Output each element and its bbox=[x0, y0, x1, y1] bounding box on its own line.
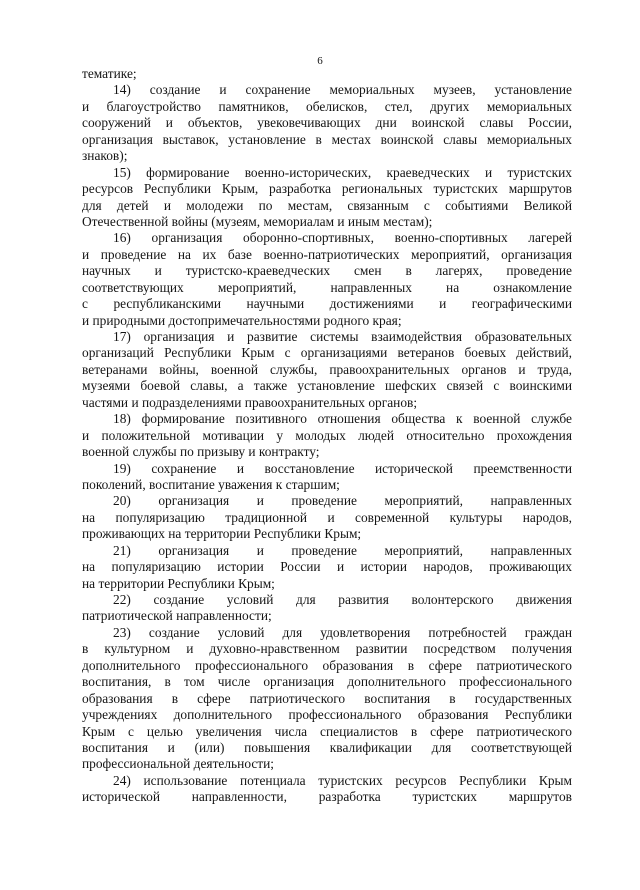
text-line: 18) формирование позитивного отношения общества к военной службе bbox=[113, 411, 572, 427]
text-line: ресурсов Республики Крым, разработка региональных туристских маршрутов bbox=[82, 181, 572, 197]
text-line: организаций Республики Крым с организациями ветеранов боевых действий, bbox=[82, 345, 572, 361]
text-line: ветеранами войны, военной службы, правоохранительных органов и труда, bbox=[82, 361, 572, 377]
text-line: 15) формирование военно-исторических, краеведческих и туристских bbox=[113, 164, 572, 180]
text-line: 23) создание условий для удовлетворения потребностей граждан bbox=[113, 624, 572, 640]
text-line: знаков); bbox=[82, 148, 128, 164]
text-line: учреждениях дополнительного профессионального образования Республики bbox=[82, 707, 572, 723]
text-line: 22) создание условий для развития волонтерского движения bbox=[113, 592, 572, 607]
text-line: на территории Республики Крым; bbox=[82, 575, 275, 591]
text-line: Крым с целью увеличения числа специалистов в сфере патриотического bbox=[82, 723, 572, 739]
text-line: с республиканскими научными достижениями и географическими bbox=[82, 296, 572, 312]
text-line: 21) организация и проведение мероприятий, направленных bbox=[113, 542, 572, 558]
text-line: на популяризацию истории России и истории народов, проживающих bbox=[82, 559, 572, 575]
text-line: профессиональной деятельности; bbox=[82, 756, 275, 772]
text-line: Отечественной войны (музеям, мемориалам и иным местам); bbox=[82, 213, 433, 229]
text-line: и благоустройство памятников, обелисков, стел, других мемориальных bbox=[82, 98, 572, 114]
text-line: 17) организация и развитие системы взаимодействия образовательных bbox=[113, 329, 572, 344]
text-line: военной службы по призыву и контракту; bbox=[82, 444, 320, 460]
text-line: для детей и молодежи по местам, связанным с событиями Великой bbox=[82, 197, 572, 213]
text-line: в культурном и духовно-нравственном развитии посредством получения bbox=[82, 641, 572, 657]
text-line: научных и туристско-краеведческих смен в лагерях, проведение bbox=[82, 263, 572, 279]
text-line: и природными достопримечательностями родного края; bbox=[82, 312, 402, 328]
text-line: поколений, воспитание уважения к старшим; bbox=[82, 476, 340, 492]
text-line: частями и подразделениями правоохранительных органов; bbox=[82, 394, 418, 410]
text-line: музеями боевой славы, а также установление шефских связей с воинскими bbox=[82, 378, 572, 394]
text-line: исторической направленности, разработка туристских маршрутов bbox=[82, 789, 572, 805]
page-number: 6 bbox=[317, 55, 323, 67]
text-line: и положительной мотивации у молодых людей относительно прохождения bbox=[82, 427, 572, 443]
text-line: сооружений и объектов, увековечивающих дни воинской славы России, bbox=[82, 115, 572, 131]
text-line: дополнительного профессионального образования в сфере патриотического bbox=[82, 657, 572, 673]
document-body bbox=[82, 66, 572, 806]
text-line: 16) организация оборонно-спортивных, военно-спортивных лагерей bbox=[113, 230, 572, 246]
text-line: 24) использование потенциала туристских ресурсов Республики Крым bbox=[113, 772, 572, 788]
text-line: 14) создание и сохранение мемориальных музеев, установление bbox=[113, 82, 572, 98]
text-line: 20) организация и проведение мероприятий, направленных bbox=[113, 493, 572, 509]
text-line: соответствующих мероприятий, направленных на ознакомление bbox=[82, 279, 572, 295]
text-line: и проведение на их базе военно-патриотических мероприятий, организация bbox=[82, 246, 572, 262]
text-line: образования в сфере патриотического воспитания в государственных bbox=[82, 690, 572, 706]
text-line: воспитания, в том числе организация дополнительного профессионального bbox=[82, 674, 572, 690]
text-line: проживающих на территории Республики Крым; bbox=[82, 526, 362, 542]
text-line: организация выставок, установление в местах воинской славы мемориальных bbox=[82, 131, 572, 147]
text-line: на популяризацию традиционной и современной культуры народов, bbox=[82, 509, 572, 525]
text-line: патриотической направленности; bbox=[82, 608, 272, 624]
text-line: тематике; bbox=[82, 66, 137, 81]
text-line: воспитания и (или) повышения квалификации для соответствующей bbox=[82, 739, 572, 755]
text-line: 19) сохранение и восстановление исторической преемственности bbox=[113, 460, 572, 476]
